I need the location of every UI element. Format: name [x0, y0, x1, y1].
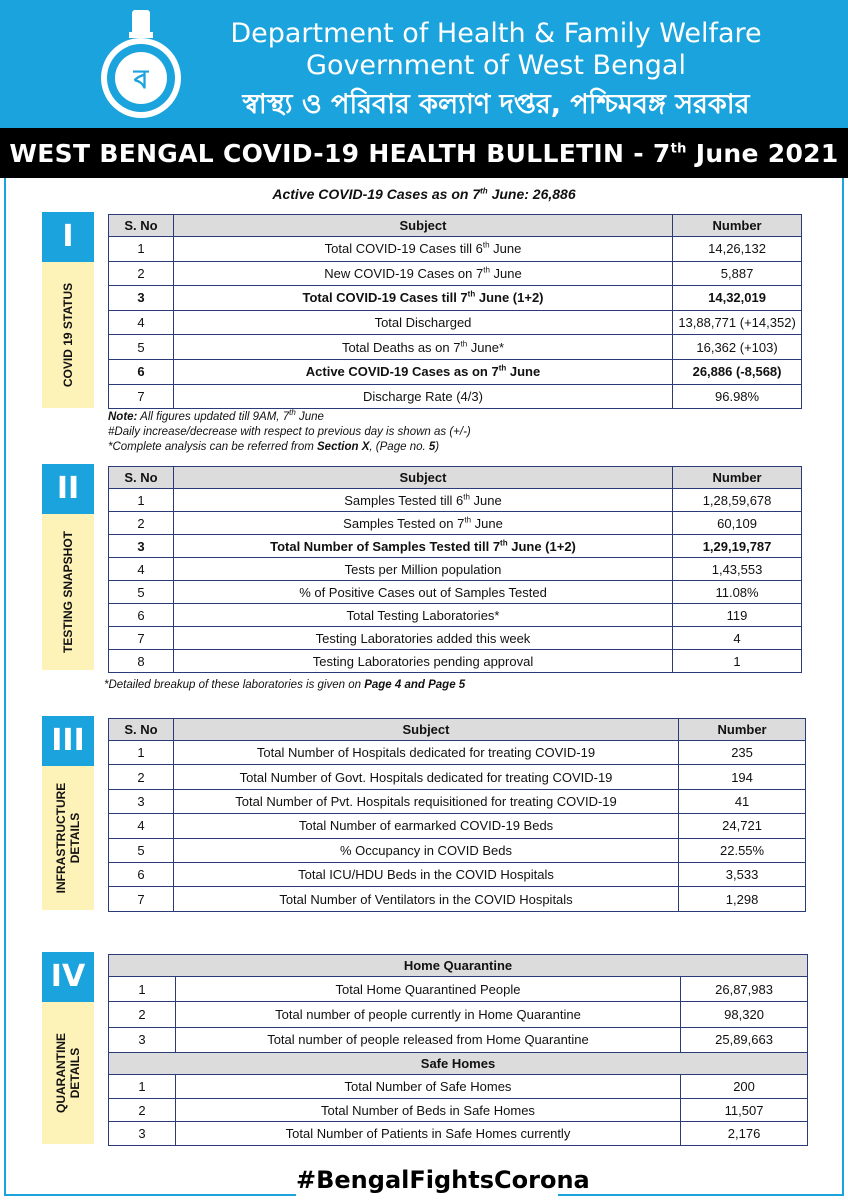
row-subject: Total Number of Samples Tested till 7th June (1+2) [173, 535, 672, 558]
row-sno: 7 [109, 887, 174, 911]
row-sno: 2 [109, 261, 174, 286]
table-row [109, 765, 806, 789]
row-subject: % of Positive Cases out of Samples Tested [173, 581, 672, 604]
row-number: 13,88,771 (+14,352) [673, 310, 802, 335]
table-row [109, 789, 806, 813]
bulletin-banner: WEST BENGAL COVID-19 HEALTH BULLETIN - 7th June 2021 [0, 128, 848, 178]
bengali-title: স্বাস্থ্য ও পরিবার কল্যাণ দপ্তর, পশ্চিমবঙ্গ সরকার [242, 89, 750, 120]
row-sno: 3 [109, 789, 174, 813]
row-subject: Total COVID-19 Cases till 7th June (1+2) [173, 286, 672, 311]
row-sno: 8 [109, 650, 174, 673]
row-subject: Active COVID-19 Cases as on 7th June [173, 359, 672, 384]
row-sno: 3 [109, 535, 174, 558]
table-row [109, 286, 802, 311]
row-number: 200 [681, 1075, 808, 1099]
header [0, 0, 848, 128]
row-number: 3,533 [679, 862, 806, 886]
col-number: Number [673, 467, 802, 489]
table-row [109, 581, 802, 604]
row-number: 11,507 [681, 1098, 808, 1122]
col-subject: Subject [173, 215, 672, 237]
row-number: 4 [673, 627, 802, 650]
table-row [109, 1027, 808, 1052]
row-subject: Total Number of Safe Homes [175, 1075, 680, 1099]
section-number-4: IV [42, 952, 94, 1002]
row-sno: 1 [109, 977, 176, 1002]
table-row [109, 384, 802, 409]
row-subject: Total Number of Govt. Hospitals dedicated for treating COVID-19 [173, 765, 678, 789]
col-sno: S. No [109, 719, 174, 741]
row-sno: 7 [109, 627, 174, 650]
row-number: 1,43,553 [673, 558, 802, 581]
row-number: 24,721 [679, 814, 806, 838]
row-subject: Testing Laboratories pending approval [173, 650, 672, 673]
row-subject: Total Discharged [173, 310, 672, 335]
table-row [109, 887, 806, 911]
home-quarantine-header-title: Home Quarantine [109, 955, 808, 977]
table-row [109, 1075, 808, 1099]
department-title: Department of Health & Family Welfare [230, 18, 762, 49]
row-sno: 6 [109, 862, 174, 886]
row-sno: 5 [109, 581, 174, 604]
row-number: 11.08% [673, 581, 802, 604]
col-number: Number [679, 719, 806, 741]
section-label-2: TESTING SNAPSHOT [42, 514, 94, 670]
row-subject: Testing Laboratories added this week [173, 627, 672, 650]
emblem-icon [96, 6, 186, 124]
table-row [109, 1002, 808, 1027]
row-sno: 3 [109, 1122, 176, 1146]
row-subject: % Occupancy in COVID Beds [173, 838, 678, 862]
row-number: 235 [679, 741, 806, 765]
table-row [109, 814, 806, 838]
col-sno: S. No [109, 467, 174, 489]
row-number: 1,28,59,678 [673, 489, 802, 512]
row-subject: Samples Tested till 6th June [173, 489, 672, 512]
government-title: Government of West Bengal [306, 50, 686, 81]
section-number-3: III [42, 716, 94, 766]
row-sno: 5 [109, 335, 174, 360]
infrastructure-table [108, 718, 806, 912]
row-number: 41 [679, 789, 806, 813]
section-label-4: QUARANTINE DETAILS [42, 1002, 94, 1144]
row-sno: 5 [109, 838, 174, 862]
row-sno: 7 [109, 384, 174, 409]
table-row [109, 335, 802, 360]
col-subject: Subject [173, 467, 672, 489]
table-row [109, 237, 802, 262]
col-subject: Subject [173, 719, 678, 741]
note-block-1: Note: All figures updated till 9AM, 7th June #Daily increase/decrease with respect to previous day is shown as (+/-) *Complete analysis can be referred from Section X, (Page no. 5) [108, 408, 471, 453]
row-number: 1 [673, 650, 802, 673]
row-number: 14,26,132 [673, 237, 802, 262]
row-subject: Total Number of earmarked COVID-19 Beds [173, 814, 678, 838]
section-number-1: I [42, 212, 94, 262]
row-subject: Total number of people currently in Home Quarantine [175, 1002, 680, 1027]
table-row [109, 650, 802, 673]
col-number: Number [673, 215, 802, 237]
row-sno: 1 [109, 741, 174, 765]
row-number: 194 [679, 765, 806, 789]
row-sno: 2 [109, 765, 174, 789]
safe-homes-header-title: Safe Homes [109, 1053, 808, 1075]
row-number: 119 [673, 604, 802, 627]
table-row [109, 489, 802, 512]
row-number: 98,320 [681, 1002, 808, 1027]
table-row [109, 558, 802, 581]
row-subject: Total Testing Laboratories* [173, 604, 672, 627]
row-sno: 2 [109, 512, 174, 535]
row-subject: Samples Tested on 7th June [173, 512, 672, 535]
row-subject: Total Deaths as on 7th June* [173, 335, 672, 360]
table-row [109, 1098, 808, 1122]
row-number: 14,32,019 [673, 286, 802, 311]
quarantine-table [108, 954, 808, 1146]
row-number: 60,109 [673, 512, 802, 535]
table-row [109, 359, 802, 384]
row-subject: Total number of people released from Home Quarantine [175, 1027, 680, 1052]
row-sno: 3 [109, 286, 174, 311]
safe-homes-header [109, 1053, 808, 1075]
section-label-3: INFRASTRUCTURE DETAILS [42, 766, 94, 910]
section-label-1: COVID 19 STATUS [42, 262, 94, 408]
row-number: 26,87,983 [681, 977, 808, 1002]
active-cases-line: Active COVID-19 Cases as on 7th June: 26,886 [272, 186, 576, 202]
col-sno: S. No [109, 215, 174, 237]
testing-table [108, 466, 802, 673]
table-row [109, 977, 808, 1002]
row-sno: 1 [109, 237, 174, 262]
covid-status-table [108, 214, 802, 409]
table-row [109, 535, 802, 558]
row-subject: Total Number of Beds in Safe Homes [175, 1098, 680, 1122]
row-number: 1,298 [679, 887, 806, 911]
hashtag-footer: #BengalFightsCorona [296, 1163, 558, 1197]
row-number: 16,362 (+103) [673, 335, 802, 360]
home-quarantine-header [109, 955, 808, 977]
svg-text:ব: ব [133, 65, 149, 95]
row-sno: 1 [109, 489, 174, 512]
row-number: 22.55% [679, 838, 806, 862]
table-row [109, 741, 806, 765]
row-number: 2,176 [681, 1122, 808, 1146]
row-sno: 4 [109, 558, 174, 581]
row-subject: Total COVID-19 Cases till 6th June [173, 237, 672, 262]
table-row [109, 838, 806, 862]
section-number-2: II [42, 464, 94, 514]
row-subject: Total ICU/HDU Beds in the COVID Hospitals [173, 862, 678, 886]
table-row [109, 1122, 808, 1146]
row-sno: 1 [109, 1075, 176, 1099]
row-subject: Total Number of Pvt. Hospitals requisitioned for treating COVID-19 [173, 789, 678, 813]
row-number: 25,89,663 [681, 1027, 808, 1052]
row-subject: Total Number of Ventilators in the COVID Hospitals [173, 887, 678, 911]
row-subject: Total Number of Hospitals dedicated for treating COVID-19 [173, 741, 678, 765]
row-sno: 4 [109, 814, 174, 838]
row-subject: Total Number of Patients in Safe Homes currently [175, 1122, 680, 1146]
row-number: 1,29,19,787 [673, 535, 802, 558]
table-row [109, 261, 802, 286]
table-row [109, 627, 802, 650]
row-subject: New COVID-19 Cases on 7th June [173, 261, 672, 286]
row-subject: Tests per Million population [173, 558, 672, 581]
row-subject: Discharge Rate (4/3) [173, 384, 672, 409]
row-number: 96.98% [673, 384, 802, 409]
row-sno: 2 [109, 1098, 176, 1122]
note-block-2: *Detailed breakup of these laboratories is given on Page 4 and Page 5 [104, 679, 466, 691]
row-sno: 4 [109, 310, 174, 335]
row-number: 5,887 [673, 261, 802, 286]
row-sno: 6 [109, 604, 174, 627]
row-sno: 3 [109, 1027, 176, 1052]
table-row [109, 512, 802, 535]
table-row [109, 862, 806, 886]
row-number: 26,886 (-8,568) [673, 359, 802, 384]
row-sno: 6 [109, 359, 174, 384]
row-sno: 2 [109, 1002, 176, 1027]
table-row [109, 604, 802, 627]
table-row [109, 310, 802, 335]
row-subject: Total Home Quarantined People [175, 977, 680, 1002]
